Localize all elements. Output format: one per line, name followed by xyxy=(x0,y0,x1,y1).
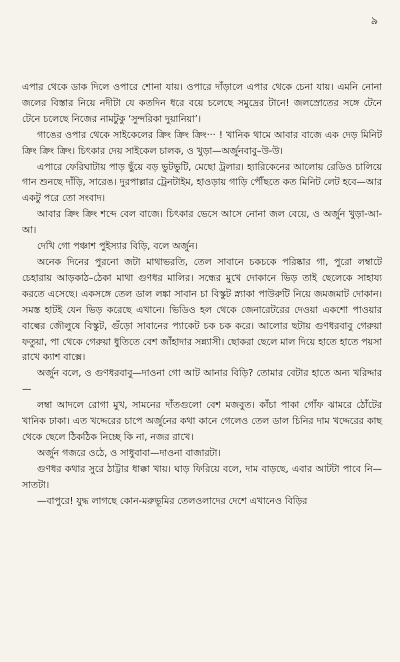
paragraph: দেখি গো পঞ্চাশ পুইস্যার বিড়ি, বলে অর্জুন। xyxy=(37,241,198,253)
paragraph: অর্জুন গজরে ওঠে, ও সাধুবাবা—দাওনা বাজারটা। xyxy=(37,447,221,459)
page-number: ৯ xyxy=(370,14,378,27)
paragraph: —বাপুরে! যুদ্ধ লাগছে কোন-মরুভূমির তেলওলাদের দেশে এখানেও বিড়ির xyxy=(37,495,308,507)
paragraph: এপার থেকে ডাক দিলে ওপারে শোনা যায়। ওপারে দাঁড়ালে এপার থেকে চেনা যায়। এমনি নোনা জলের বিস্তার নিয়ে নদীটা যে কতদিন ধরে বয়ে চলেছে সমুদ্রের টানে! জলস্রোতের সঙ্গে টেনে টেনে চলেছে নিজের নামটুকু ‘সুন্দরিকা দুয়ানিয়া’। xyxy=(22,82,382,125)
page-body xyxy=(22,80,382,509)
paragraph: আবার ক্রিং ক্রিং শব্দে বেল বাজে। চিৎকার ভেসে আসে নোনা জল বেয়ে, ও অর্জুন খুড়া-আ-আ। xyxy=(22,209,382,237)
paragraph: গাঙের ওপার থেকে সাইকেলের ক্রিং ক্রিং ক্রিং··· ! খানিক থামে আবার বাজে এক দেড় মিনিট ক্রিং ক্রিং ক্রিং। চিৎকার দেয় সাইকেল চালক, ও খুড়া—অর্জুনবাবু–উ-উ। xyxy=(22,129,382,157)
paragraph: লম্বা আদলে রোগা মুখ, সামনের দাঁতগুলো বেশ মজবুত। কাঁচা পাকা গোঁফ ঝামরে ঠোঁটের খানিক ঢাকা। এত খদ্দেরের চাপে অর্জুনের কথা কানে গেলেও তেল ডাল চিনির দাম খদ্দেরের কাছ থেকে ছেলে ঠিকঠিক নিচ্ছে কি না, নজর রাখে। xyxy=(22,400,382,443)
paragraph: এপারে ফেরিঘাটায় পাড় ছুঁয়ে বড় ভুটভুটি, মেছো ট্রলার। হ্যারিকেনের আলোয় রেডিও চালিয়ে গান শুনছে দাঁড়ি, সারেঙ। দুরপাল্লার ট্রেনটাইম, হাওড়ায় গাড়ি পৌঁছতে কত মিনিট লেট হবে—আর একটু পরে তো সংবাদ। xyxy=(22,161,382,205)
paragraph: গুণধর কথার সুরে ঠাট্টার ধাক্কা খায়। ঘাড় ফিরিয়ে বলে, দাম বাড়ছে, এবার আটটা পাবে নি—সাতটা। xyxy=(22,463,382,491)
paragraph: অনেক দিনের পুরনো জটা মাথাভরতি, তেল সাবানে চকচকে পরিষ্কার গা, পুরো লম্বাটে চেহারায় আড়কাঠ–ঠেকা মাথা গুণধর মালির। সন্ধের মুখে দোকানে ভিড় তাই ছেলেকে সাহায্য করতে এসেছে। একসঙ্গে তেল ডাল লঙ্কা সাবান চা বিস্কুট স্ন্যাকা পাউরুটি নিয়ে জমজমাট দোকান। সমস্ত হাটই যেন ভিড় করেছে এখানে। ভিডিও হল থেকে জেনারেটরের দেওয়া একশো পাওয়ার বাল্বের জৌলুষে বিস্কুট, গুঁড়ো সাবানের প্যাকেট চক চক করে। আলোর ছটায় গুণধরবাবু গেরুয়া ফতুয়া, পা থেকে গেরুয়া ধুতিতে বেশ জাঁহাদার সন্ন্যাসী। ছোকরা ছেলে মাল দিয়ে হাতে হাতে পয়সা রাখে ক্যাশ বাক্সে। xyxy=(22,256,382,364)
paragraph: অর্জুন বলে, ও গুণধরবাবু—দাওনা গো আট আনার বিড়ি? তোমার বেটার হাতে অন্য খরিদ্দার— xyxy=(22,368,382,396)
